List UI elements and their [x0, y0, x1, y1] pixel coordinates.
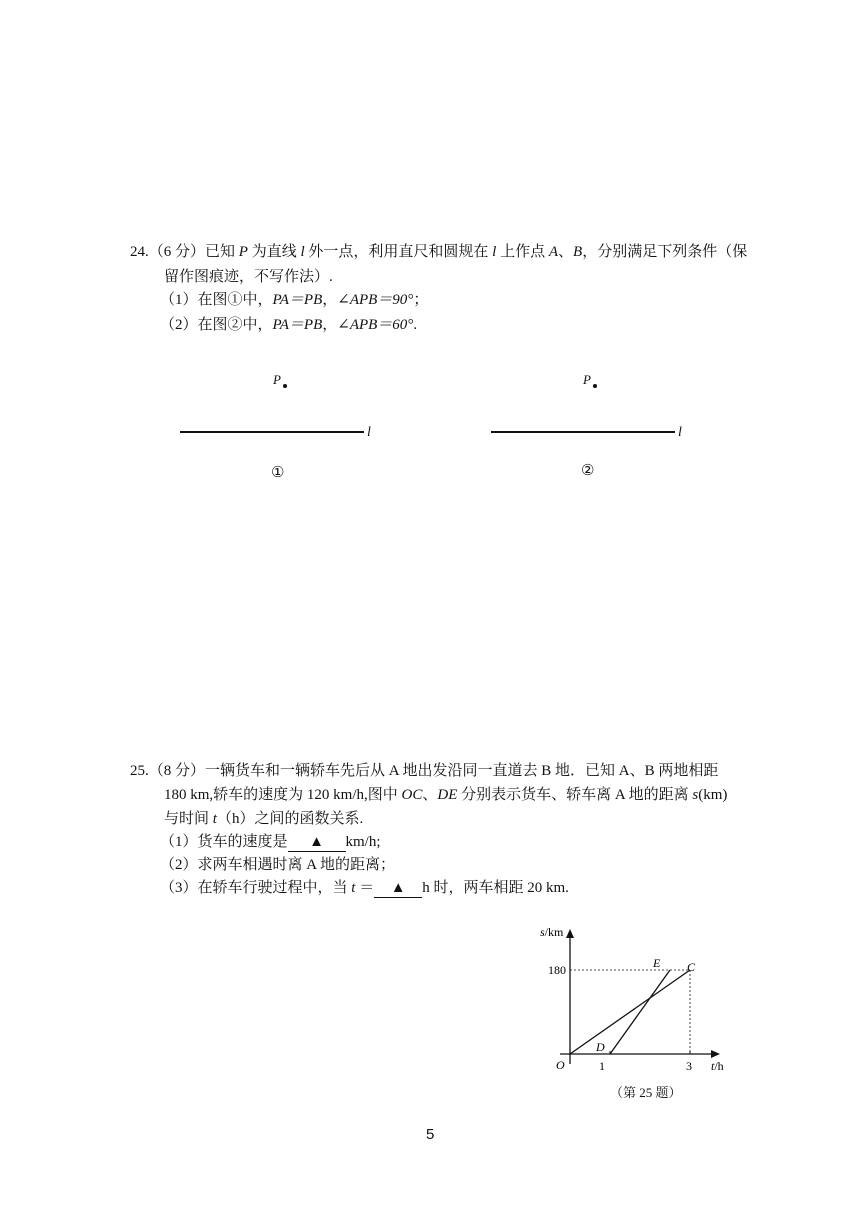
- fig1-caption: ①: [271, 465, 285, 481]
- text: km/h;: [345, 834, 381, 850]
- text: 与时间: [164, 811, 213, 827]
- point-D-label: D: [596, 1040, 605, 1054]
- text: ；: [413, 292, 429, 308]
- page-number: 5: [426, 1126, 435, 1143]
- text: ，分别满足下列条件（保: [582, 244, 748, 260]
- condition-angle: ∠APB＝60°: [337, 317, 414, 333]
- text: （1）在图①中，: [160, 292, 273, 308]
- fig2-line: [491, 431, 675, 433]
- var-B: B: [573, 244, 583, 260]
- q25-line-1: 25.（8 分）一辆货车和一辆轿车先后从 A 地出发沿同一直道去 B 地．已知 A、B 两地相距: [130, 763, 719, 779]
- text: 为直线: [247, 244, 301, 260]
- var-P: P: [238, 244, 248, 260]
- fig1-line-label: l: [367, 425, 371, 440]
- q25-part-2: （2）求两车相遇时离 A 地的距离；: [160, 857, 396, 873]
- var-A: A: [548, 244, 558, 260]
- text: ，: [322, 317, 338, 333]
- text: 、: [558, 244, 574, 260]
- origin-label: O: [556, 1058, 565, 1072]
- segment-OC: OC: [401, 787, 423, 803]
- y-axis-label: [540, 925, 564, 939]
- series-DE-line: [610, 970, 670, 1054]
- x-tick-3-label: 3: [686, 1059, 692, 1073]
- condition-angle: ∠APB＝90°: [337, 292, 414, 308]
- x-axis-label: [711, 1059, 724, 1073]
- var-t: t: [212, 811, 217, 827]
- text: (km): [698, 787, 728, 803]
- text: 、: [422, 787, 438, 803]
- x-tick-1-label: 1: [599, 1059, 605, 1073]
- y-axis-arrow-icon: [566, 929, 574, 938]
- fig2-point-dot: [593, 384, 597, 388]
- x-axis-unit: /h: [714, 1059, 724, 1073]
- text: 180 km,轿车的速度为 120 km/h,图中: [164, 787, 402, 803]
- text: 上作点: [496, 244, 549, 260]
- text: 外一点，利用直尺和圆规在: [304, 244, 493, 260]
- q25-graph: [530, 920, 730, 1080]
- segment-DE: DE: [437, 787, 458, 803]
- condition-equal: PA＝PB: [272, 292, 323, 308]
- point-C-label: C: [687, 960, 696, 974]
- q24-line-2: 留作图痕迹，不写作法）.: [164, 269, 333, 285]
- answer-blank: ▲: [374, 879, 422, 898]
- fig2-point-label: P: [583, 372, 591, 387]
- y-axis-var: s: [540, 925, 545, 939]
- x-axis-arrow-icon: [711, 1050, 720, 1058]
- text: ＝: [355, 880, 375, 896]
- condition-equal: PA＝PB: [272, 317, 323, 333]
- text: （2）在图②中，: [160, 317, 273, 333]
- text: ，: [322, 292, 338, 308]
- fig1-point-dot: [283, 384, 287, 388]
- var-t: t: [351, 880, 356, 896]
- q24-condition-2: [160, 313, 417, 337]
- q24-line-1: [130, 240, 747, 264]
- text: （1）货车的速度是: [160, 834, 288, 850]
- fig2-line-label: l: [678, 425, 682, 440]
- text: .: [413, 317, 418, 333]
- var-l: l: [492, 244, 497, 260]
- q25-part-3: [160, 876, 569, 900]
- answer-blank: ▲: [288, 833, 346, 852]
- x-axis-var: t: [711, 1059, 715, 1073]
- fig1-point-label: P: [273, 372, 281, 387]
- var-s: s: [692, 787, 699, 803]
- y-axis-unit: /km: [544, 925, 564, 939]
- fig1-line: [180, 431, 364, 433]
- text: 分别表示货车、轿车离 A 地的距离: [457, 787, 693, 803]
- q25-part-1: [160, 830, 381, 854]
- text: （h）之间的函数关系.: [216, 811, 364, 827]
- fig2-caption: ②: [581, 463, 595, 479]
- text: （3）在轿车行驶过程中，当: [160, 880, 352, 896]
- var-l: l: [300, 244, 305, 260]
- y-tick-180-label: 180: [548, 963, 566, 977]
- text: h 时，两车相距 20 km.: [422, 880, 569, 896]
- point-E-label: E: [653, 956, 661, 970]
- q25-line-3: [164, 807, 363, 831]
- q24-header: 24.（6 分）已知: [130, 244, 236, 260]
- q25-line-2: [164, 783, 727, 807]
- figure-caption: （第 25 题）: [610, 1085, 682, 1100]
- series-OC-line: [570, 970, 690, 1054]
- q24-condition-1: [160, 288, 428, 312]
